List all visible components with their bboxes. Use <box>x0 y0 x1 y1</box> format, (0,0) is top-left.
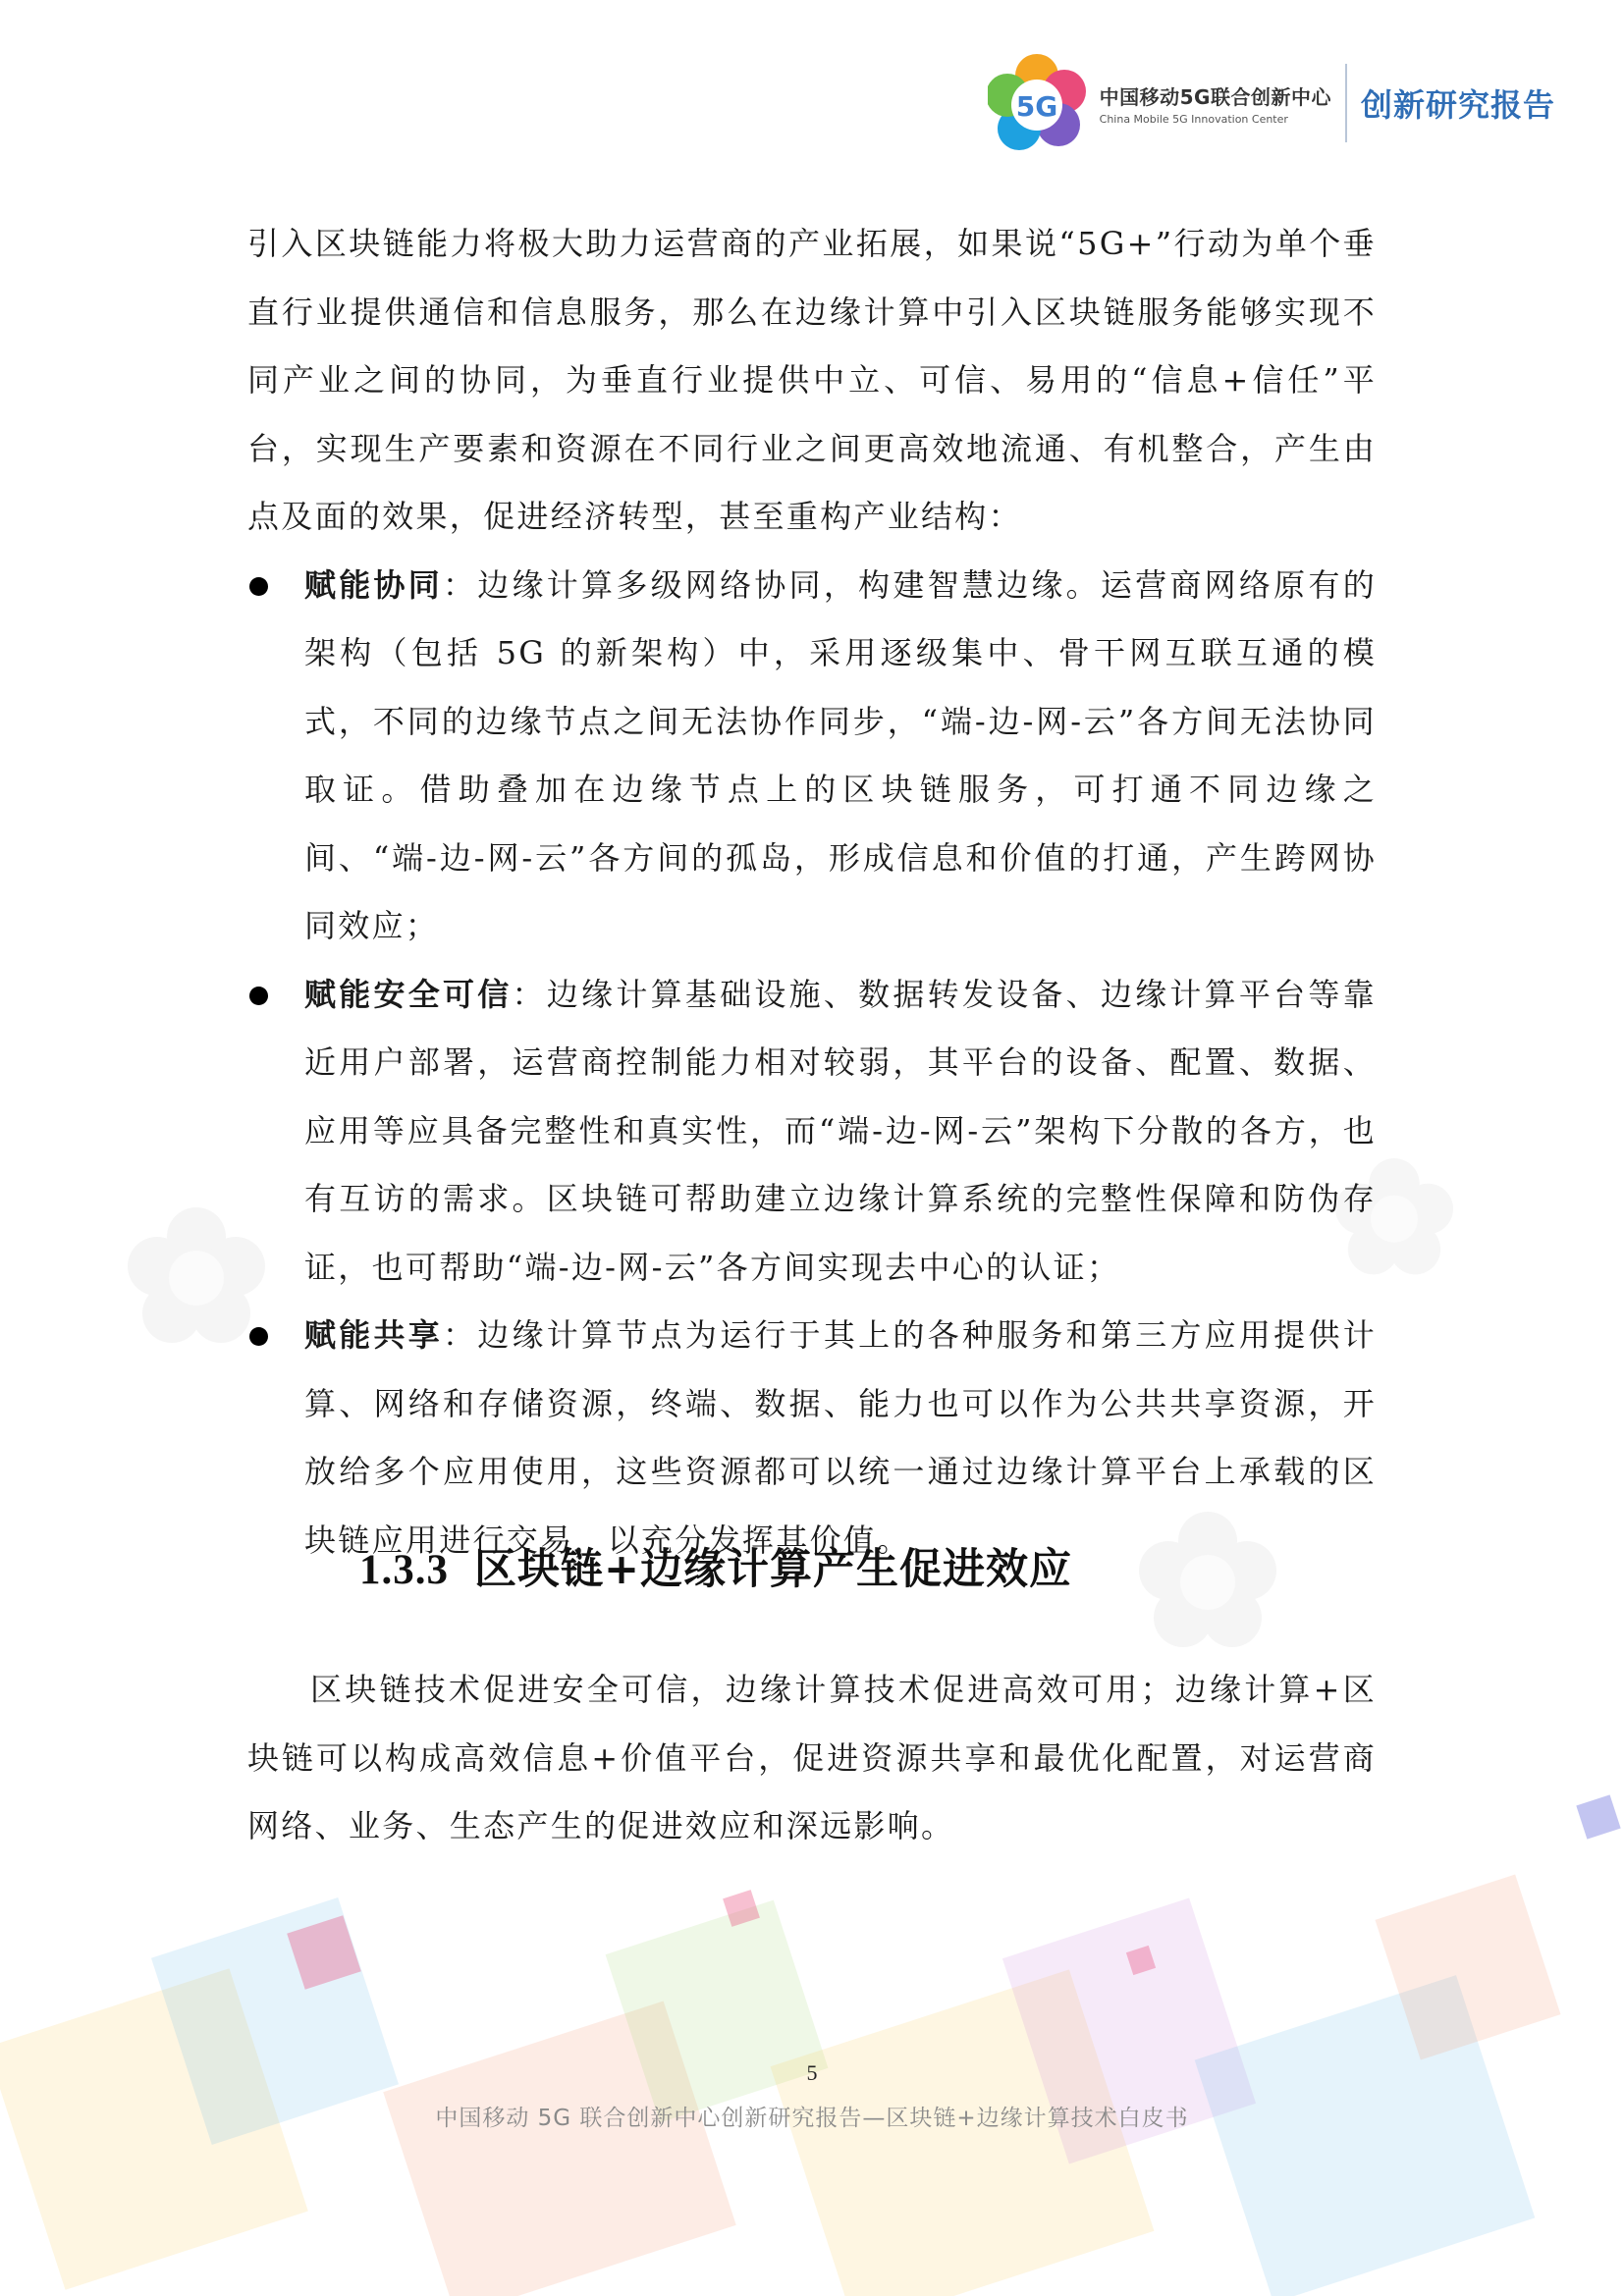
china-mobile-5g-logo-icon <box>988 54 1086 152</box>
brand-name-cn: 中国移动5G联合创新中心 <box>1099 84 1331 109</box>
section-heading <box>359 1536 1072 1596</box>
bullet-list <box>247 552 1377 1575</box>
bullet-text: ：边缘计算多级网络协同，构建智慧边缘。运营商网络原有的架构（包括 5G 的新架构）中，采用逐级集中、骨干网互联互通的模式，不同的边缘节点之间无法协作同步，“端-边-网-云”各方间无法协同取证。借助叠加在边缘节点上的区块链服务，可打通不同边缘之间、“端-边-网-云”各方间的孤岛，形成信息和价值的打通，产生跨网协同效应； <box>304 565 1377 944</box>
header-divider <box>1345 64 1347 142</box>
report-title: 创新研究报告 <box>1360 86 1555 124</box>
section-content <box>247 1656 1377 1861</box>
bullet-item-sharing <box>247 1302 1377 1575</box>
watermark-flower-icon <box>128 1207 265 1349</box>
bullet-dot-icon <box>249 577 268 596</box>
footer-text: 中国移动 5G 联合创新中心创新研究报告—区块链+边缘计算技术白皮书 <box>435 2106 1189 2131</box>
report-header <box>988 49 1555 157</box>
brand-name-en: China Mobile 5G Innovation Center <box>1099 112 1288 126</box>
section-title: 区块链+边缘计算产生促进效应 <box>474 1545 1073 1594</box>
section-number: 1.3.3 <box>359 1547 449 1593</box>
main-content <box>247 210 1377 1575</box>
bullet-item-synergy <box>247 552 1377 961</box>
bullet-term: 赋能共享 <box>304 1316 444 1354</box>
logo-text: 5G <box>1015 90 1057 123</box>
bullet-item-security <box>247 961 1377 1303</box>
bullet-dot-icon <box>249 987 268 1005</box>
page-number: 5 <box>806 2060 818 2085</box>
brand-block <box>1100 81 1331 126</box>
bullet-term: 赋能安全可信 <box>304 975 513 1013</box>
closing-paragraph: 区块链技术促进安全可信，边缘计算技术促进高效可用；边缘计算+区块链可以构成高效信息+价值平台，促进资源共享和最优化配置，对运营商网络、业务、生态产生的促进效应和深远影响。 <box>247 1671 1377 1844</box>
bullet-dot-icon <box>249 1327 268 1346</box>
bullet-text: ：边缘计算节点为运行于其上的各种服务和第三方应用提供计算、网络和存储资源，终端、数据、能力也可以作为公共共享资源，开放给多个应用使用，这些资源都可以统一通过边缘计算平台上承载的区块链应用进行交易，以充分发挥其价值。 <box>304 1316 1377 1559</box>
bullet-term: 赋能协同 <box>304 565 444 604</box>
intro-paragraph: 引入区块链能力将极大助力运营商的产业拓展，如果说“5G+”行动为单个垂直行业提供通信和信息服务，那么在边缘计算中引入区块链服务能够实现不同产业之间的协同，为垂直行业提供中立、可信、易用的“信息+信任”平台，实现生产要素和资源在不同行业之间更高效地流通、有机整合，产生由点及面的效果，促进经济转型，甚至重构产业结构： <box>247 225 1377 535</box>
bullet-text: ：边缘计算基础设施、数据转发设备、边缘计算平台等靠近用户部署，运营商控制能力相对较弱，其平台的设备、配置、数据、应用等应具备完整性和真实性，而“端-边-网-云”架构下分散的各方，也有互访的需求。区块链可帮助建立边缘计算系统的完整性保障和防伪存证，也可帮助“端-边-网-云”各方间实现去中心的认证； <box>304 975 1377 1286</box>
